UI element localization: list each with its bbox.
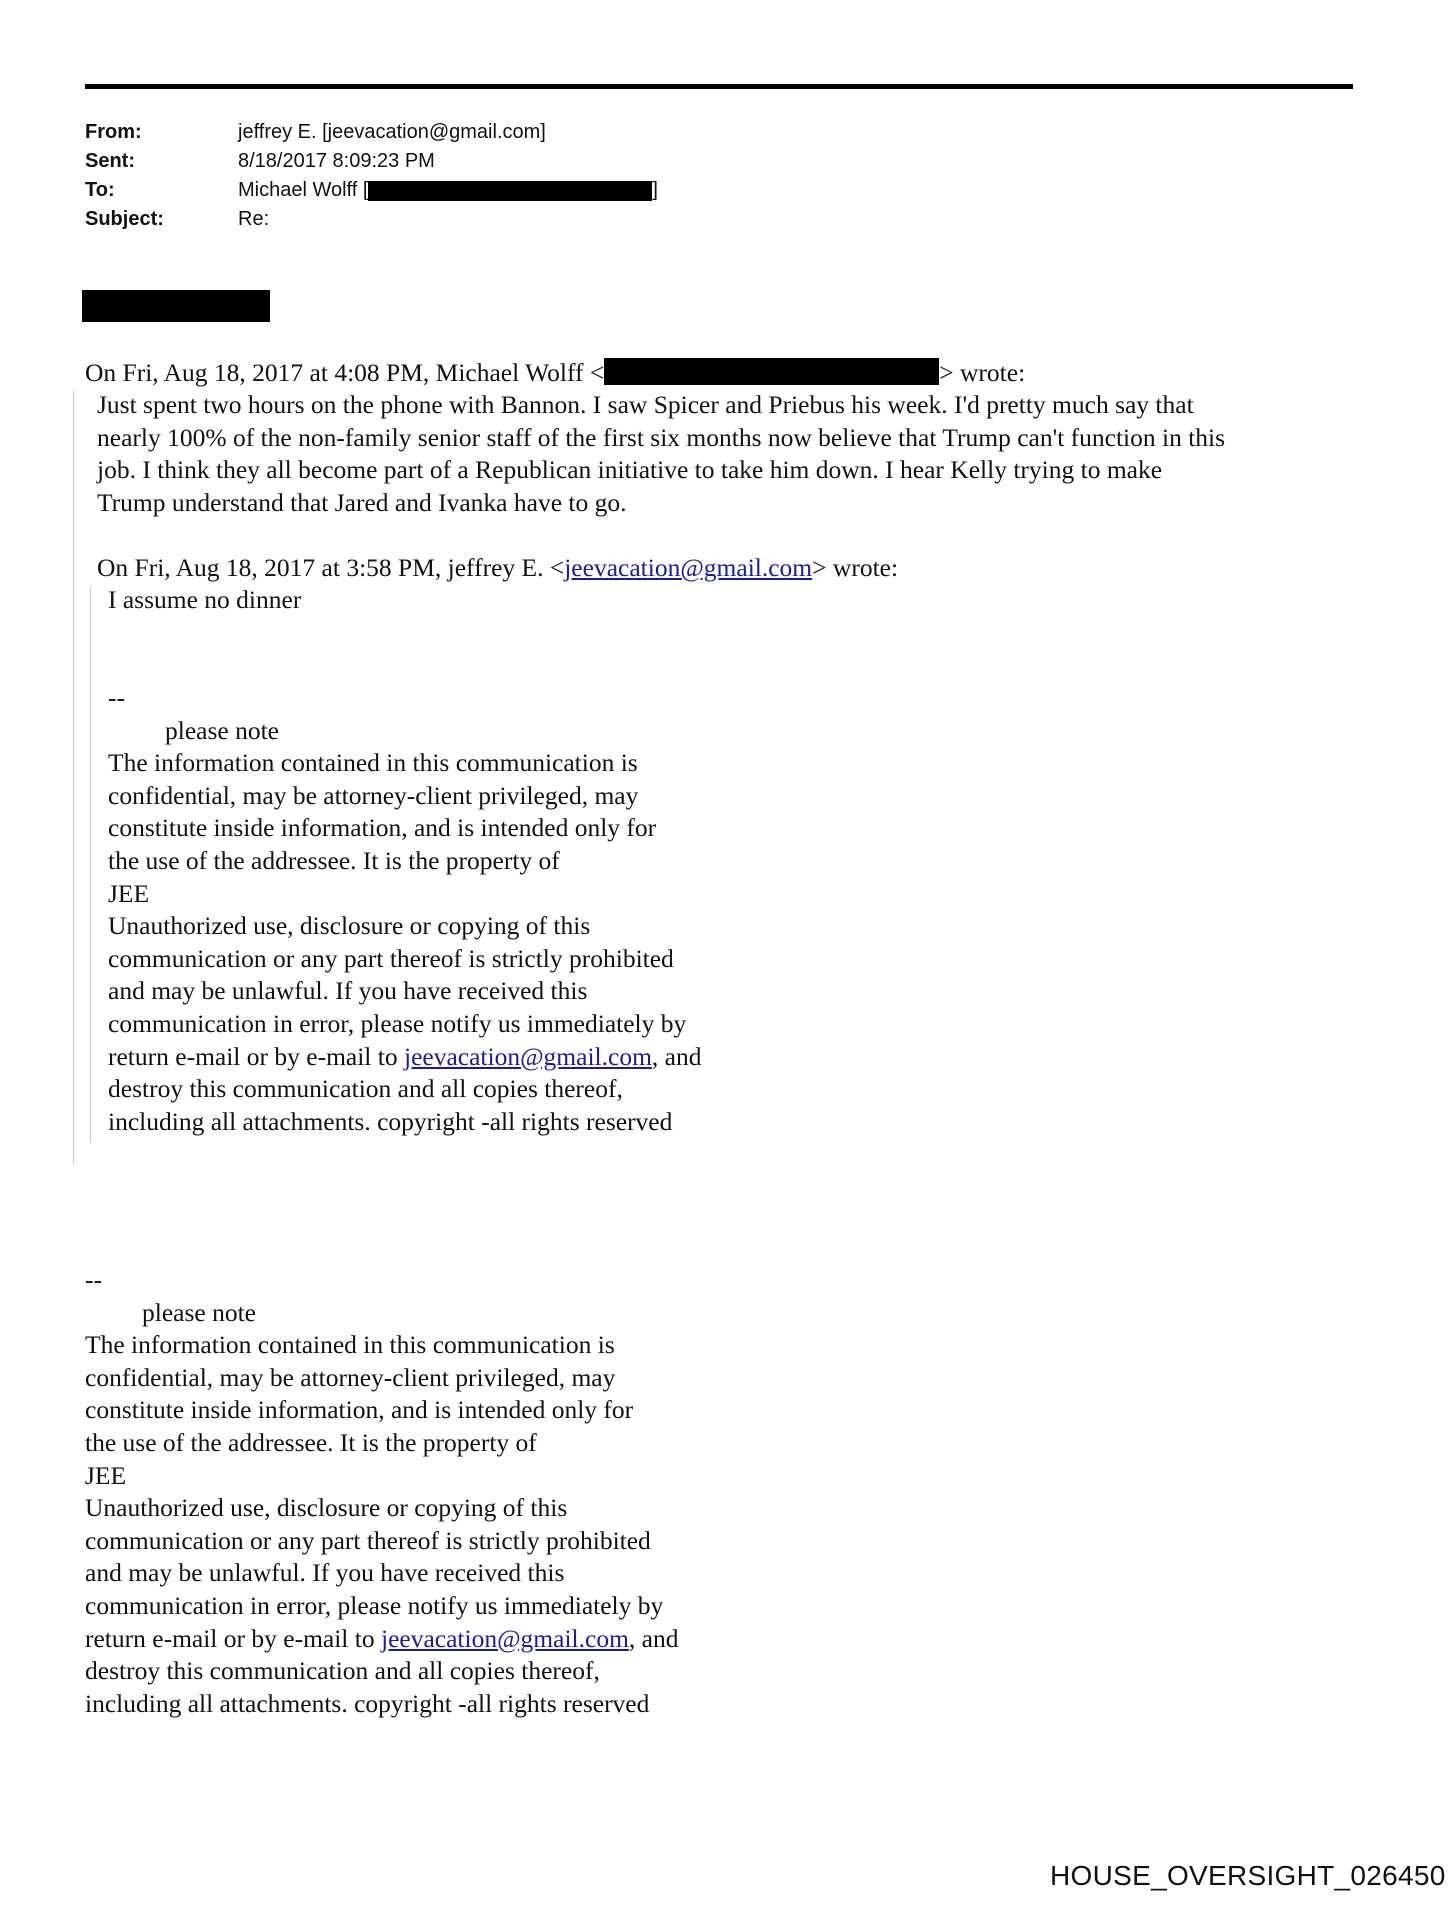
sig-text: , and [628, 1623, 679, 1653]
signature-inner [108, 682, 702, 1138]
quote1-attribution [85, 357, 1025, 390]
sig-line: including all attachments. copyright -all rights reserved [108, 1106, 673, 1136]
sig-line [85, 1623, 679, 1656]
from-row [85, 118, 658, 147]
from-value: jeffrey E. [jeevacation@gmail.com] [238, 121, 546, 143]
subject-label: Subject: [85, 208, 164, 230]
sig-line: destroy this communication and all copies thereof, [108, 1074, 623, 1104]
sig-line: confidential, may be attorney-client privileged, may [85, 1362, 616, 1392]
sig-line: communication in error, please notify us immediately by [108, 1008, 687, 1038]
body-line: I assume no dinner [108, 585, 302, 614]
redaction [604, 358, 939, 385]
sig-line: communication or any part thereof is strictly prohibited [85, 1525, 651, 1555]
sig-line: constitute inside information, and is intended only for [108, 813, 657, 843]
email-link[interactable]: jeevacation@gmail.com [403, 1041, 652, 1071]
email-header [85, 118, 658, 234]
body-line: job. I think they all become part of a Republican initiative to take him down. I hear Kelly trying to make [97, 455, 1163, 485]
sig-line: communication in error, please notify us immediately by [85, 1590, 664, 1620]
body-line: Just spent two hours on the phone with Bannon. I saw Spicer and Priebus his week. I'd pretty much say that [97, 390, 1194, 419]
sig-dashes: -- [108, 683, 125, 712]
sig-line: destroy this communication and all copies thereof, [85, 1656, 600, 1686]
sent-row [85, 147, 658, 176]
subject-row [85, 205, 658, 234]
sig-line: confidential, may be attorney-client privileged, may [108, 780, 639, 810]
to-close: ] [652, 179, 658, 201]
bates-number: HOUSE_OVERSIGHT_026450 [1050, 1860, 1446, 1891]
quote-bar-outer [73, 390, 74, 1165]
header-rule [85, 84, 1353, 89]
quote2-attribution [97, 552, 898, 585]
sig-line: constitute inside information, and is intended only for [85, 1395, 634, 1425]
quote1-body [97, 389, 1225, 519]
sig-please-note: please note [142, 1297, 256, 1327]
body-line: nearly 100% of the non-family senior staff of the first six months now believe that Trump can't function in this [97, 422, 1226, 452]
sig-text: return e-mail or by e-mail to [108, 1041, 404, 1071]
signature-outer [85, 1264, 679, 1720]
sig-please-note: please note [165, 715, 279, 745]
sig-line: the use of the addressee. It is the property of [108, 845, 560, 875]
sig-line: JEE [108, 878, 150, 908]
attribution-text: On Fri, Aug 18, 2017 at 4:08 PM, Michael Wolff < [85, 358, 605, 387]
sig-line: the use of the addressee. It is the property of [85, 1427, 537, 1457]
sig-line: The information contained in this communication is [85, 1330, 615, 1360]
body-line: Trump understand that Jared and Ivanka have to go. [97, 487, 627, 517]
to-value: Michael Wolff [ [238, 179, 369, 201]
sig-line: JEE [85, 1460, 127, 1490]
to-label: To: [85, 179, 115, 201]
to-row [85, 176, 658, 205]
from-label: From: [85, 121, 142, 143]
attribution-text: On Fri, Aug 18, 2017 at 3:58 PM, jeffrey E. < [97, 553, 565, 582]
sig-text: return e-mail or by e-mail to [85, 1623, 381, 1653]
sig-line: Unauthorized use, disclosure or copying of this [108, 911, 591, 941]
sig-text: , and [651, 1041, 702, 1071]
attribution-text: > wrote: [812, 553, 899, 582]
quote-bar-inner [90, 587, 91, 1142]
redaction [82, 290, 270, 322]
attribution-text: > wrote: [939, 358, 1026, 387]
sent-label: Sent: [85, 150, 135, 172]
sig-line: Unauthorized use, disclosure or copying of this [85, 1493, 568, 1523]
sig-dashes: -- [85, 1265, 102, 1294]
sent-value: 8/18/2017 8:09:23 PM [238, 150, 435, 172]
quote2-body [108, 584, 301, 617]
sig-line: including all attachments. copyright -all rights reserved [85, 1688, 650, 1718]
sig-line: and may be unlawful. If you have received this [85, 1558, 565, 1588]
redaction [368, 181, 652, 201]
email-link[interactable]: jeevacation@gmail.com [380, 1623, 629, 1653]
sig-line: The information contained in this communication is [108, 748, 638, 778]
sig-line [108, 1041, 702, 1074]
subject-value: Re: [238, 208, 270, 230]
email-link[interactable]: jeevacation@gmail.com [564, 553, 813, 582]
sig-line: communication or any part thereof is strictly prohibited [108, 943, 674, 973]
sig-line: and may be unlawful. If you have received this [108, 976, 588, 1006]
